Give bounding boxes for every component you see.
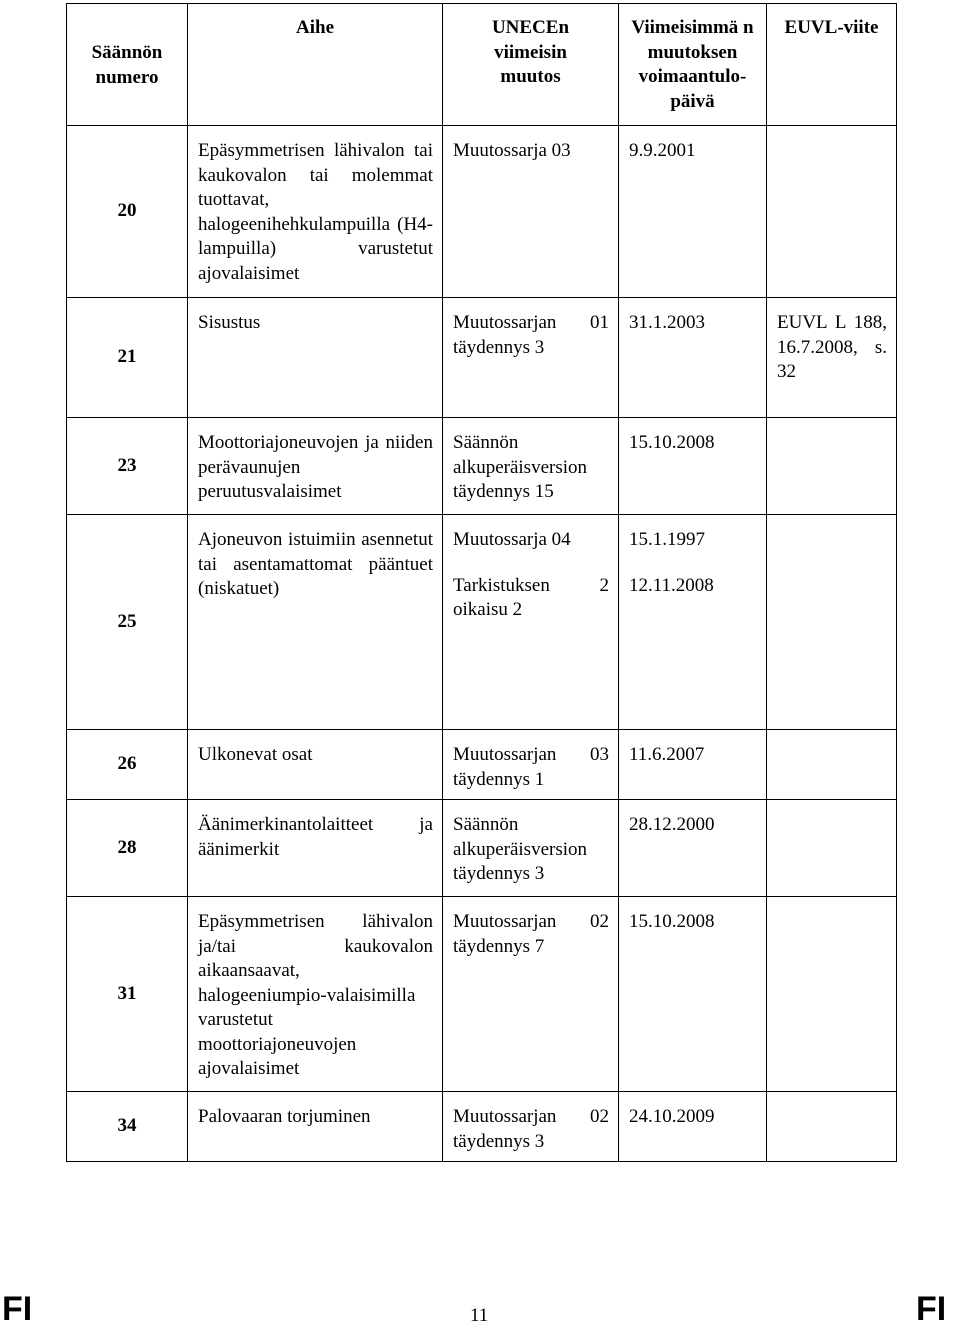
header-subject: Aihe: [188, 4, 443, 126]
date-cell: [619, 1092, 767, 1162]
regulation-number: 34: [67, 1092, 188, 1162]
amendment-cell: [443, 1092, 619, 1162]
date-text-2: 12.11.2008: [629, 574, 714, 596]
date-text: 28.12.2000: [629, 814, 715, 835]
date-text: 24.10.2009: [629, 1106, 715, 1127]
subject-text: Moottoriajoneuvojen ja niiden perävaunujen peruutusvalaisimet: [198, 432, 433, 502]
date-text: 11.6.2007: [629, 744, 705, 765]
amendment-cell: [443, 897, 619, 1092]
date-text: 15.1.1997: [629, 529, 705, 550]
subject-text: Epäsymmetrisen lähivalon tai kaukovalon tai molemmat tuottavat, halogeenihehkulampuilla (H4-lampuilla) varustetut ajovalaisimet: [198, 140, 433, 284]
oj-reference-cell: [767, 730, 897, 800]
page-number: 11: [470, 1305, 489, 1326]
header-oj-reference: EUVL-viite: [767, 4, 897, 126]
oj-reference-cell: [767, 418, 897, 515]
amendment-text: Muutossarja 03: [453, 140, 571, 161]
oj-reference-cell: [767, 897, 897, 1092]
table-row: [67, 126, 897, 298]
subject-cell: [188, 1092, 443, 1162]
amendment-cell: [443, 126, 619, 298]
table-row: [67, 897, 897, 1092]
regulation-number: 28: [67, 800, 188, 897]
table-row: [67, 800, 897, 897]
date-text: 31.1.2003: [629, 312, 705, 333]
amendment-cell: [443, 800, 619, 897]
amendment-text: Muutossarjan 01 täydennys 3: [453, 312, 609, 358]
amendment-text-2: Tarkistuksen 2 oikaisu 2: [453, 574, 609, 620]
subject-cell: [188, 515, 443, 730]
subject-cell: [188, 800, 443, 897]
header-unece-amendment: UNECEn viimeisin muutos: [443, 4, 619, 126]
header-regulation-number: Säännön numero: [67, 4, 188, 126]
subject-text: Epäsymmetrisen lähivalon ja/tai kaukovalon aikaansaavat, halogeeniumpio-valaisimilla varustetut moottoriajoneuvojen ajovalaisimet: [198, 911, 433, 1079]
regulation-number: 21: [67, 298, 188, 418]
footer-language-code-left: FI: [2, 1290, 33, 1328]
regulation-number: 20: [67, 126, 188, 298]
date-cell: [619, 515, 767, 730]
amendment-text: Muutossarja 04: [453, 529, 571, 550]
amendment-cell: [443, 515, 619, 730]
regulation-number: 25: [67, 515, 188, 730]
table-row: [67, 515, 897, 730]
oj-reference-cell: [767, 298, 897, 418]
date-text: 15.10.2008: [629, 911, 715, 932]
subject-text: Palovaaran torjuminen: [198, 1106, 371, 1127]
subject-cell: [188, 126, 443, 298]
date-text: 15.10.2008: [629, 432, 715, 453]
regulations-table: [66, 3, 897, 1162]
date-text: 9.9.2001: [629, 140, 696, 161]
oj-reference-cell: [767, 1092, 897, 1162]
date-cell: [619, 730, 767, 800]
subject-text: Sisustus: [198, 312, 261, 333]
subject-cell: [188, 418, 443, 515]
table-row: [67, 1092, 897, 1162]
regulation-number: 26: [67, 730, 188, 800]
amendment-cell: [443, 730, 619, 800]
amendment-text: Säännön alkuperäisversion täydennys 15: [453, 432, 588, 502]
date-cell: [619, 126, 767, 298]
amendment-text: Muutossarjan 02 täydennys 3: [453, 1106, 609, 1152]
date-cell: [619, 800, 767, 897]
regulation-number: 31: [67, 897, 188, 1092]
date-cell: [619, 298, 767, 418]
date-cell: [619, 897, 767, 1092]
table-row: [67, 298, 897, 418]
amendment-cell: [443, 418, 619, 515]
oj-reference-cell: [767, 800, 897, 897]
amendment-cell: [443, 298, 619, 418]
date-cell: [619, 418, 767, 515]
table-row: [67, 418, 897, 515]
footer-language-code-right: FI: [916, 1290, 947, 1328]
subject-cell: [188, 298, 443, 418]
subject-text: Ulkonevat osat: [198, 744, 313, 765]
amendment-text: Muutossarjan 02 täydennys 7: [453, 911, 609, 957]
amendment-text: Muutossarjan 03 täydennys 1: [453, 744, 609, 790]
regulation-number: 23: [67, 418, 188, 515]
subject-cell: [188, 730, 443, 800]
subject-text: Ajoneuvon istuimiin asennetut tai asentamattomat pääntuet (niskatuet): [198, 529, 433, 599]
subject-cell: [188, 897, 443, 1092]
oj-reference-cell: [767, 515, 897, 730]
table-row: [67, 730, 897, 800]
oj-reference-text: EUVL L 188, 16.7.2008, s. 32: [777, 312, 887, 382]
subject-text: Äänimerkinantolaitteet ja äänimerkit: [198, 814, 433, 860]
header-entry-into-force-date: Viimeisimmä n muutoksen voimaantulo-päivä: [619, 4, 767, 126]
amendment-text: Säännön alkuperäisversion täydennys 3: [453, 814, 588, 884]
table-header-row: [67, 4, 897, 126]
oj-reference-cell: [767, 126, 897, 298]
